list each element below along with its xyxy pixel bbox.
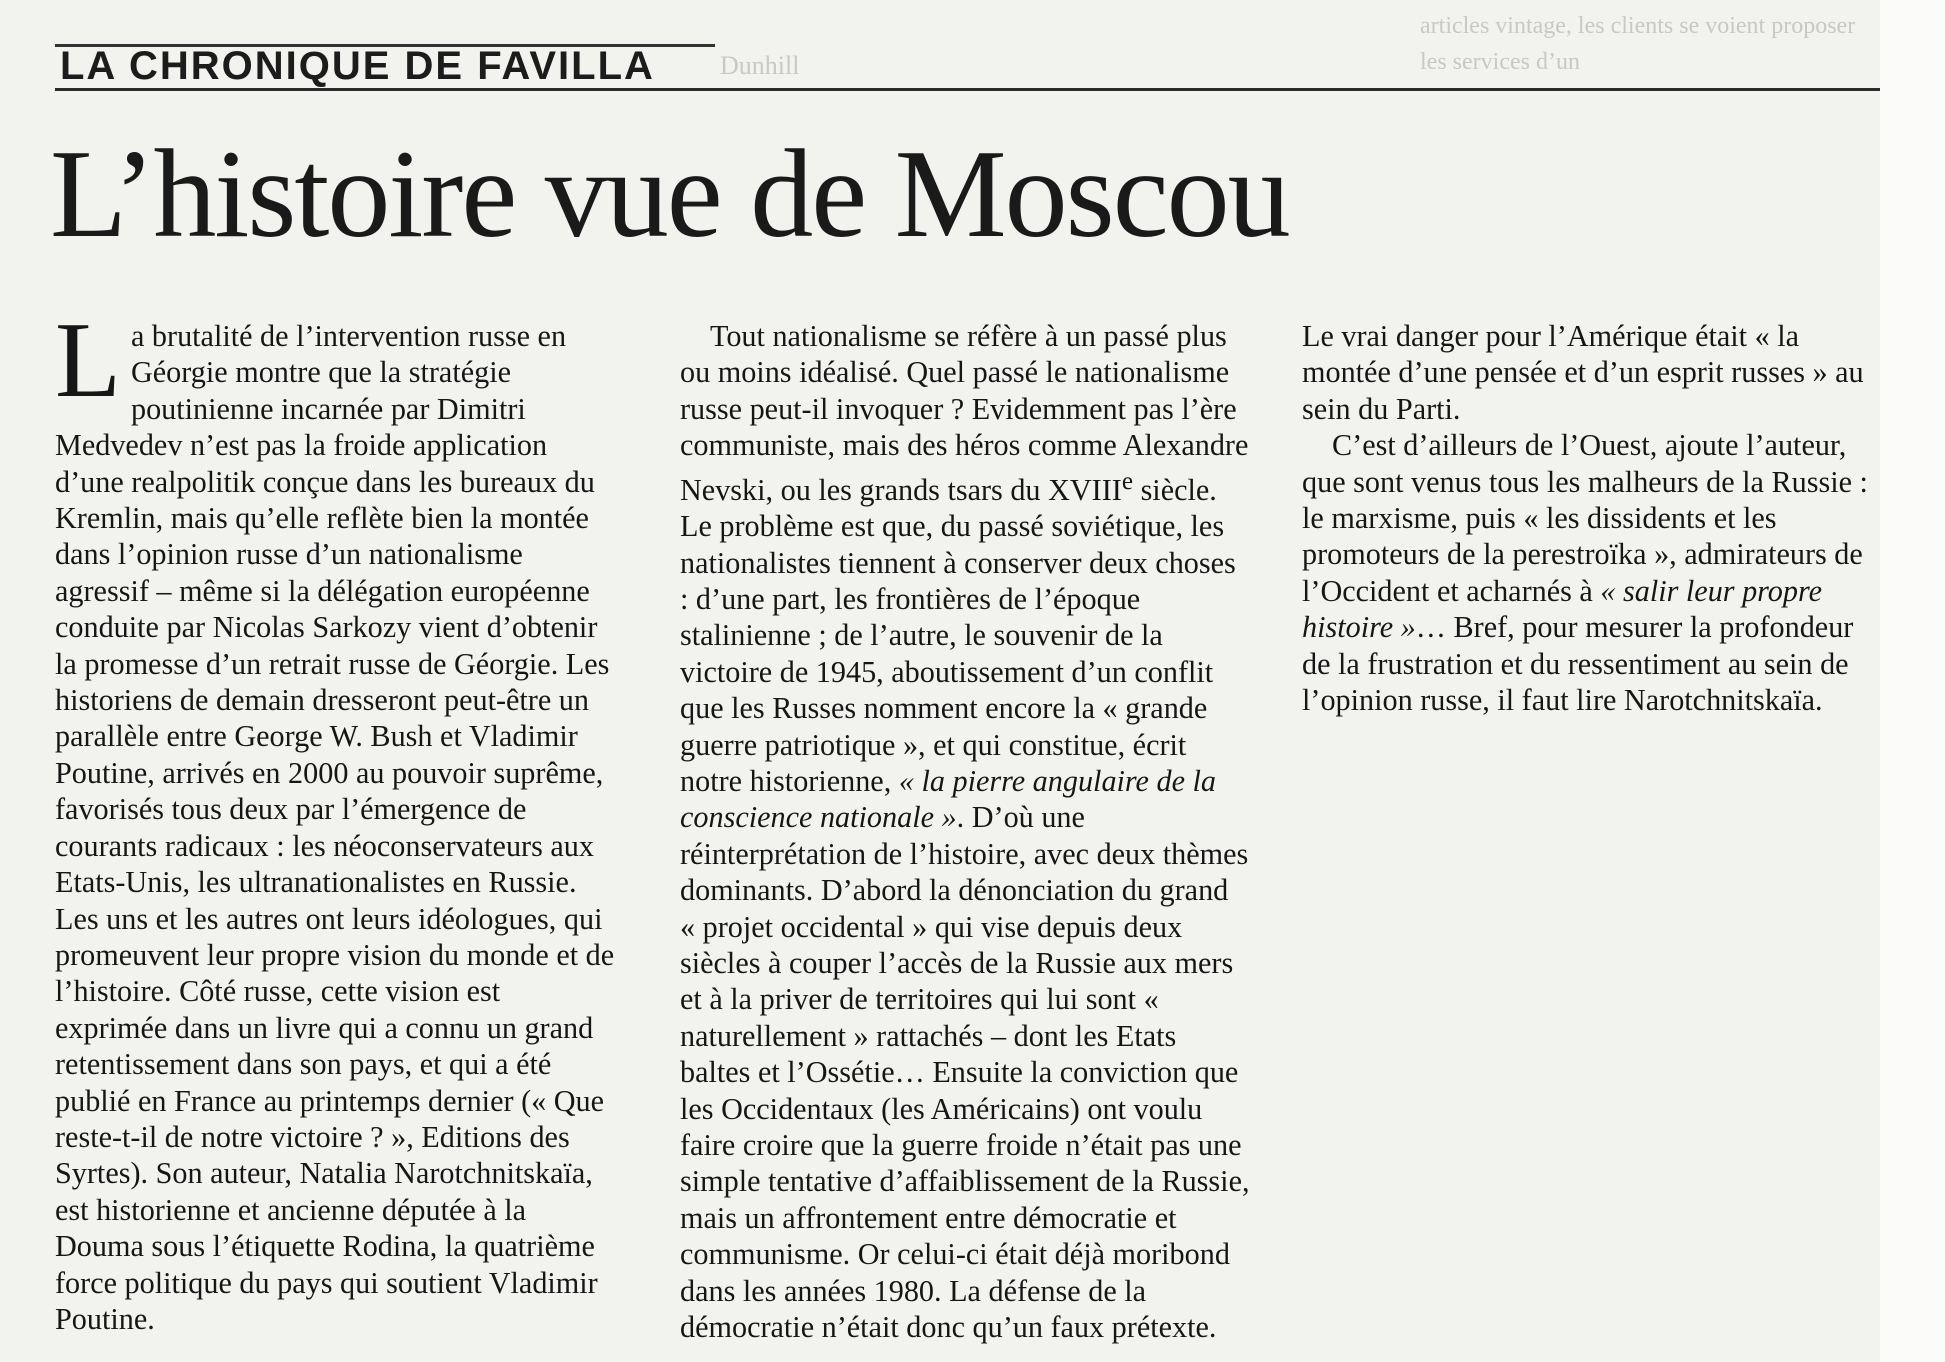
article-paragraph-2 — [680, 318, 1250, 1345]
paragraph-text: . D’où une réinterprétation de l’histoire, avec deux thèmes dominants. D’abord la dénonciation du grand « projet occidental » qui vise depuis deux siècles à couper l’accès de la Russie aux mers et à la priver de territoires qui lui sont « naturellement » rattachés – dont les Etats baltes et l’Ossétie… Ensuite la conviction que les Occidentaux (les Américains) ont voulu faire croire que la guerre froide n’était pas une simple tentative d’affaiblissement de la Russie, mais un affrontement entre démocratie et communisme. Or celui-ci était déjà moribond dans les années 1980. La défense de la démocratie n’était donc qu’un faux prétexte. — [680, 800, 1250, 1345]
article-column-3 — [1302, 318, 1874, 718]
paragraph-text: siècle. Le problème est que, du passé soviétique, les nationalistes tiennent à conserver deux choses : d’une part, les frontières de l’époque stalinienne ; de l’autre, le souvenir de la victoire de 1945, aboutissement d’un conflit que les Russes nomment encore la « grande guerre patriotique », et qui constitue, écrit notre historienne, — [680, 472, 1236, 798]
article-column-2 — [680, 318, 1250, 1345]
paragraph-text: C’est d’ailleurs de l’Ouest, ajoute l’auteur, que sont venus tous les malheurs de la Russie : le marxisme, puis « les dissidents et les promoteurs de la perestroïka », admirateurs de l’Occident et acharnés à — [1302, 428, 1868, 608]
paragraph-text: a brutalité de l’intervention russe en Géorgie montre que la stratégie poutinienne incarnée par Dimitri Medvedev n’est pas la froide application d’une realpolitik conçue dans les bureaux du Kremlin, mais qu’elle reflète bien la montée dans l’opinion russe d’un nationalisme agressif – même si la délégation européenne conduite par Nicolas Sarkozy vient d’obtenir la promesse d’un retrait russe de Géorgie. Les historiens de demain dresseront peut-être un parallèle entre George W. Bush et Vladimir Poutine, arrivés en 2000 au pouvoir suprême, favorisés tous deux par l’émergence de courants radicaux : les néoconservateurs aux Etats-Unis, les ultranationalistes en Russie. Les uns et les autres ont leurs idéologues, qui promeuvent leur propre vision du monde et de l’histoire. Côté russe, cette vision est exprimée dans un livre qui a connu un grand retentissement dans son pays, et qui a été publié en France au printemps dernier (« Que reste-t-il de notre victoire ? », Editions des Syrtes). Son auteur, Natalia Narotchnitskaïa, est historienne et ancienne députée à la Douma sous l’étiquette Rodina, la quatrième force politique du pays qui soutient Vladimir Poutine. — [55, 319, 615, 1336]
article-column-1 — [55, 301, 615, 1337]
article-headline: L’histoire vue de Moscou — [50, 125, 1289, 264]
bleed-through-text: Dunhill — [720, 51, 800, 80]
paragraph-text: … Bref, pour mesurer la profondeur de la frustration et du ressentiment au sein de l’opinion russe, il faut lire Narotchnitskaïa. — [1302, 610, 1854, 718]
quotation: « la pierre angulaire de la conscience nationale » — [680, 763, 1217, 835]
article-paragraph-continued — [1302, 318, 1874, 427]
superscript: e — [1121, 467, 1134, 495]
drop-cap: L — [55, 301, 121, 420]
paragraph-text: Le vrai danger pour l’Amérique était « la montée d’une pensée et d’un esprit russes » au sein du Parti. — [1302, 319, 1864, 426]
bleed-through-text: articles vintage, les clients se voient proposer les services d’un — [1420, 13, 1856, 75]
paragraph-text: Tout nationalisme se réfère à un passé plus ou moins idéalisé. Quel passé le nationalisme russe peut-il invoquer ? Evidemment pas l’ère communiste, mais des héros comme Alexandre Nevski, ou les grands tsars du XVIII — [680, 319, 1249, 507]
article-paragraph-1 — [55, 301, 615, 1337]
article-paragraph-3 — [1302, 427, 1874, 718]
page-margin — [1880, 0, 1945, 1362]
quotation: « salir leur propre histoire » — [1302, 573, 1823, 645]
column-rubric: LA CHRONIQUE DE FAVILLA — [60, 44, 655, 88]
